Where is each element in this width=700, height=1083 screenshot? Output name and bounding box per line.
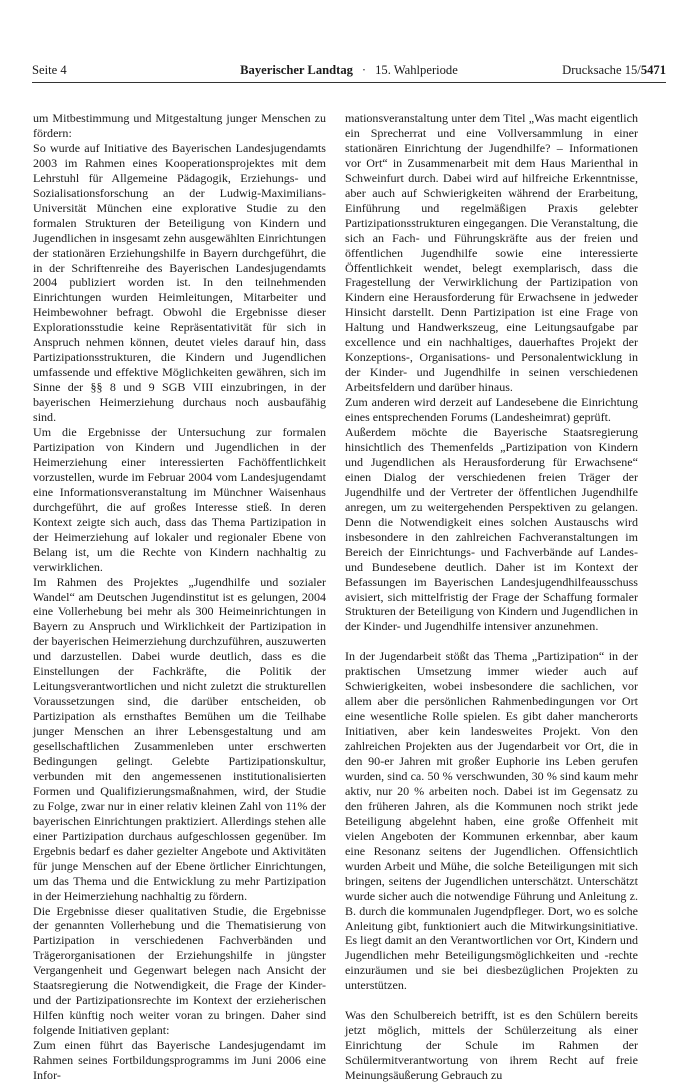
paragraph: In der Jugendarbeit stößt das Thema „Partizipation“ in der praktischen Umsetzung immer wieder auch auf Schwierigkeiten, wobei insbesondere die sachlichen, vor allem aber die persönlichen Rahmenbedingungen vor Ort eine wesentliche Rolle spielen. Es gibt daher mancherorts Initiativen, aber kein landesweites Projekt. Von den zahlreichen Projekten aus der Jugendarbeit vor Ort, die in den 90-er Jahren mit großer Euphorie ins Leben gerufen wurden, sind ca. 50 % verschwunden, 30 % sind kaum mehr aktiv, nur 20 % arbeiten noch. Dabei ist im Gegensatz zu den früheren Jahren, als die Kommunen noch strikt jede Beteiligung abgelehnt haben, eine große Offenheit mit vielen Angeboten der Kommunen erkennbar, aber kaum eine Resonanz seitens der Jugendlichen. Offensichtlich wurden Arbeit und Mühe, die solche Beteiligungen mit sich bringen, seitens der Jugendlichen unterschätzt. Unterschätzt wurde sicher auch die notwendige Führung und Anleitung z. B. durch die kommunalen Jugendpfleger. Dort, wo es solche Anleitung gibt, funktioniert auch die Mitwirkungsinitiative. Es liegt damit an den Verantwortlichen vor Ort, Kindern und Jugendlichen mehr Beteiligungsmöglichkeiten und -rechte einzuräumen und sie bei diesbezüglichen Projekten zu unterstützen. xyxy=(345,649,638,993)
paragraph: Zum einen führt das Bayerische Landesjugendamt im Rahmen seines Fortbildungsprogramms im Juni 2006 eine Infor- xyxy=(33,1038,326,1082)
left-column xyxy=(33,111,326,1083)
document-reference xyxy=(562,62,666,78)
paragraph: Im Rahmen des Projektes „Jugendhilfe und sozialer Wandel“ am Deutschen Jugendinstitut ist es gelungen, 2004 eine Vollerhebung bei mehr als 300 Heimeinrichtungen in Bayern zu Anspruch und Wirklichkeit der Partizipation in der bayerischen Heimerziehung durchzuführen, auszuwerten und darzustellen. Dabei wurde deutlich, dass es die Einstellungen der Fachkräfte, die Politik der Leitungsverantwortlichen und nicht zuletzt die strukturellen Voraussetzungen sind, die darüber entscheiden, ob Partizipation als ernsthaftes Bemühen um die Teilhabe junger Menschen an ihrer Lebensgestaltung und am gesellschaftlichen Zusammenleben unter erschwerten Bedingungen gelingt. Gelebte Partizipationskultur, verbunden mit den angemessenen institutionalisierten Formen und Qualifizierungsmaßnahmen, wird, der Studie zu Folge, zwar nur in einer relativ kleinen Zahl von 11% der bayerischen Einrichtungen praktiziert. Allerdings stehen alle einer Partizipation durchaus aufgeschlossen gegenüber. Im Ergebnis bedarf es daher gezielter Angebote und Aktivitäten für junge Menschen auf der Ebene örtlicher Einrichtungen, um das Thema und die Entwicklung zu mehr Partizipation in der Heimerziehung nachhaltig zu fördern. xyxy=(33,574,326,903)
document-number: 5471 xyxy=(640,63,666,77)
paragraph: Um die Ergebnisse der Untersuchung zur formalen Partizipation von Kindern und Jugendlichen in der Heimerziehung einer interessierten Fachöffentlichkeit vorzustellen, wurde im Februar 2004 vom Landesjugendamt eine Informationsveranstaltung im Münchner Waisenhaus durchgeführt, die auf großes Interesse stieß. In deren Kontext zeigte sich auch, dass das Thema Partizipation in der Heimerziehung auf lokaler und regionaler Ebene von Belang ist, um die Rechte von Kindern nachhaltig zu verwirklichen. xyxy=(33,425,326,574)
parliament-title: Bayerischer Landtag xyxy=(240,63,353,77)
legislative-period: 15. Wahlperiode xyxy=(375,63,458,77)
document-prefix: Drucksache 15/ xyxy=(562,63,641,77)
page-number: Seite 4 xyxy=(32,63,67,77)
paragraph: mationsveranstaltung unter dem Titel „Was macht eigentlich ein Sprecherrat und eine Vollversammlung in einer stationären Einrichtung der Jugendhilfe? – Informationen vor Ort“ in Zusammenarbeit mit dem Haus Marienthal in Schweinfurt durch. Dabei wird auf hilfreiche Erkenntnisse, aber auch auf Schwierigkeiten während der Erarbeitung, Einführung und regelmäßigen Praxis gelebter Partizipationsstrukturen eingegangen. Die Veranstaltung, die sich an Fach- und Führungskräfte aus der freien und öffentlichen Jugendhilfe sowie eine interessierte Öffentlichkeit wendet, belegt exemplarisch, dass die Fragestellung der Verwirklichung der Partizipation von Kindern eine Herausforderung für Erwachsene in jedweder Hinsicht darstellt. Denn Partizipation ist eine Frage von Haltung und Handwerkszeug, eine Leitungsaufgabe par excellence und ein nachhaltiges, dauerhaftes Projekt der Konzeptions-, Organisations- und Personalentwicklung in der Kinder- und Jugendhilfe in seinen verschiedenen Arbeitsfeldern und darüber hinaus. xyxy=(345,111,638,395)
header-separator: · xyxy=(361,63,367,77)
paragraph: Die Ergebnisse dieser qualitativen Studie, die Ergebnisse der genannten Vollerhebung und die Thematisierung von Partizipation in verschiedenen Fachverbänden und Trägerorganisationen der Erziehungshilfe in jüngster Vergangenheit und Gegenwart belegen nach Ansicht der Staatsregierung die Notwendigkeit, die Frage der Kinder- und der Partizipationsrechte im Kontext der erzieherischen Hilfen künftig noch weiter voran zu bringen. Daher sind folgende Initiativen geplant: xyxy=(33,903,326,1038)
header-rule xyxy=(32,82,666,83)
paragraph: Was den Schulbereich betrifft, ist es den Schülern bereits jetzt möglich, mittels der Schülerzeitung als einer Einrichtung der Schule im Rahmen der Schülermitverantwortung von ihrem Recht auf freie Meinungsäußerung Gebrauch zu xyxy=(345,1008,638,1083)
paragraph: Zum anderen wird derzeit auf Landesebene die Einrichtung eines entsprechenden Forums (Landesheimrat) geprüft. xyxy=(345,395,638,425)
paragraph: So wurde auf Initiative des Bayerischen Landesjugendamts 2003 im Rahmen eines Kooperationsprojektes mit dem Lehrstuhl für Allgemeine Pädagogik, Erziehungs- und Sozialisationsforschung an der Ludwig-Maximilians-Universität München eine explorative Studie zu den formalen Strukturen der Beteiligung von Kindern und Jugendlichen in insgesamt zehn ausgewählten Einrichtungen der stationären Erziehungshilfe in Bayern durchgeführt, die in der Schriftenreihe des Bayerischen Landesjugendamts 2004 publiziert worden ist. In den teilnehmenden Einrichtungen wurden Heimleitungen, Mitarbeiter und Heimbewohner befragt. Obwohl die Ergebnisse dieser Explorationsstudie keine Repräsentativität für sich in Anspruch nehmen können, deutet vieles darauf hin, dass Partizipationsstrukturen, die Kindern und Jugendlichen umfassende und effektive Möglichkeiten gewähren, sich im Sinne der §§ 8 und 9 SGB VIII einzubringen, in der bayerischen Heimerziehung durchaus noch ausbaufähig sind. xyxy=(33,140,326,425)
paragraph: um Mitbestimmung und Mitgestaltung junger Menschen zu fördern: xyxy=(33,111,326,140)
right-column xyxy=(345,111,638,1083)
page-header xyxy=(32,62,666,80)
paragraph: Außerdem möchte die Bayerische Staatsregierung hinsichtlich des Themenfelds „Partizipation von Kindern und Jugendlichen als Herausforderung für Erwachsene“ einen Dialog der verschiedenen freien Träger der Jugendhilfe und der Vertreter der öffentlichen Jugendhilfe anregen, um zu weitergehenden Perspektiven zu gelangen. Denn die Notwendigkeit eines solchen Austauschs wird insbesondere in den zahlreichen Fachveranstaltungen im Bereich der Einrichtungs- und Fachverbände auf Landes- und Bundesebene deutlich. Daher ist im Kontext der Befassungen im Bayerischen Landesjugendhilfeausschuss avisiert, sich mittelfristig der Frage der Schaffung formaler Strukturen der Beteiligung von Kindern und Jugendlichen in der Kinder- und Jugendhilfe intensiver anzunehmen. xyxy=(345,425,638,634)
